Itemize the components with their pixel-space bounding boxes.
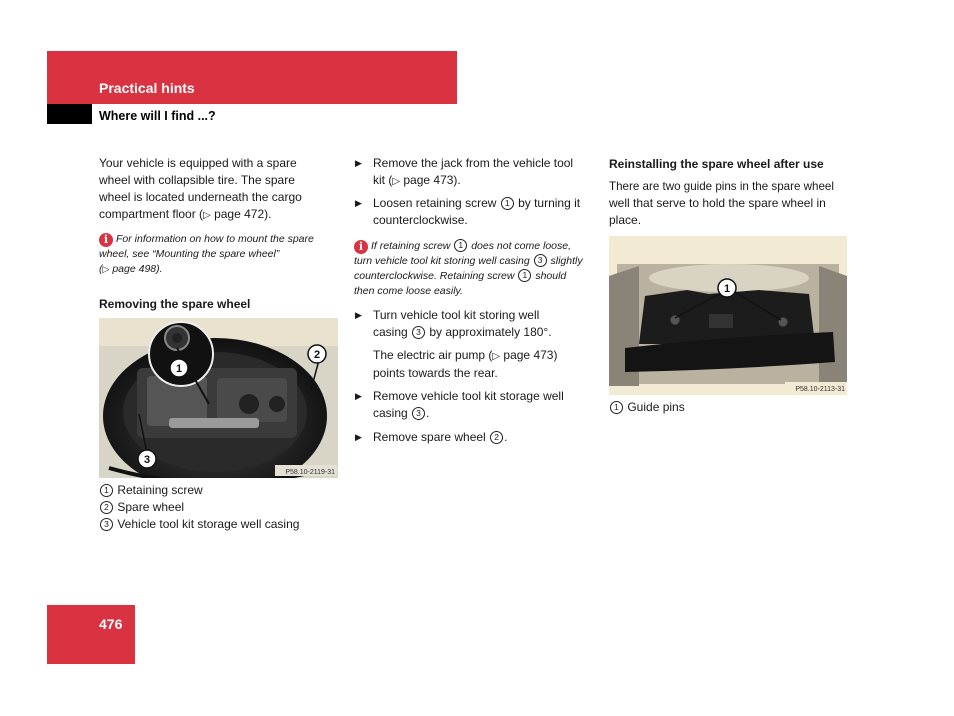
spare-wheel-well-photo: [609, 236, 847, 395]
spare-wheel-illustration: [99, 318, 338, 478]
arrow-icon: ▶: [355, 391, 362, 401]
section-title: Practical hints: [99, 80, 195, 96]
step-turn-casing: ▶ Turn vehicle tool kit storing well casing 3 by approximately 180°.: [355, 308, 552, 339]
legend-item: 3 Vehicle tool kit storage well casing: [99, 516, 344, 533]
callout-3: 3: [143, 454, 151, 466]
removing-heading: Removing the spare wheel: [99, 297, 251, 311]
arrow-icon: ▶: [355, 198, 362, 208]
image-code: P58.10-2113-31: [795, 386, 845, 393]
air-pump-paragraph: The electric air pump (▷ page 473) points towards the rear.: [373, 348, 558, 380]
header-band: [47, 51, 457, 104]
info-note-screw: i If retaining screw 1 does not come loose, turn vehicle tool kit storing well casing 3 slightly counterclockwise. Retaining screw 1 should then come loose easily.: [354, 240, 583, 297]
page-ref-icon: ▷: [203, 210, 211, 221]
legend-item: 1 Retaining screw: [99, 482, 344, 499]
info-note: i For information on how to mount the spare wheel, see “Mounting the spare wheel” (▷ page 498).: [99, 233, 314, 275]
page-ref-icon: ▷: [492, 351, 501, 362]
info-icon: i: [99, 233, 113, 247]
guide-pins-legend: 1 Guide pins: [609, 399, 685, 416]
arrow-icon: ▶: [355, 432, 362, 442]
callout-2: 2: [313, 349, 321, 361]
page-subtitle: Where will I find ...?: [99, 109, 216, 123]
info-icon: i: [354, 240, 368, 254]
page-ref-icon: ▷: [102, 264, 110, 274]
callout-guide-pins: 1: [723, 283, 731, 295]
arrow-icon: ▶: [355, 310, 362, 320]
guide-pins-paragraph: There are two guide pins in the spare wheel well that serve to hold the spare wheel in place.: [609, 180, 834, 227]
reinstalling-heading: Reinstalling the spare wheel after use: [609, 157, 824, 171]
step-loosen-screw: ▶ Loosen retaining screw 1 by turning it counterclockwise.: [355, 196, 581, 227]
page-number-tab: [47, 605, 135, 664]
wheel-well-illustration: [609, 236, 847, 395]
image-code: P58.10-2119-31: [285, 469, 335, 476]
intro-paragraph: Your vehicle is equipped with a spare wheel with collapsible tire. The spare wheel is located underneath the cargo compartment floor (▷ page 472).: [99, 156, 302, 221]
step-remove-casing: ▶ Remove vehicle tool kit storage well casing 3 .: [355, 389, 564, 420]
header-black-tab: [47, 104, 92, 124]
arrow-icon: ▶: [355, 158, 362, 168]
step-remove-wheel: ▶ Remove spare wheel 2 .: [355, 430, 508, 444]
step-remove-jack: ▶ Remove the jack from the vehicle tool kit (▷ page 473).: [355, 156, 574, 187]
spare-wheel-photo: [99, 318, 338, 478]
callout-1: 1: [175, 363, 183, 375]
legend-item: 2 Spare wheel: [99, 499, 344, 516]
legend-list: [99, 482, 344, 533]
page-ref-icon: ▷: [392, 176, 401, 187]
page-number: 476: [99, 616, 123, 632]
